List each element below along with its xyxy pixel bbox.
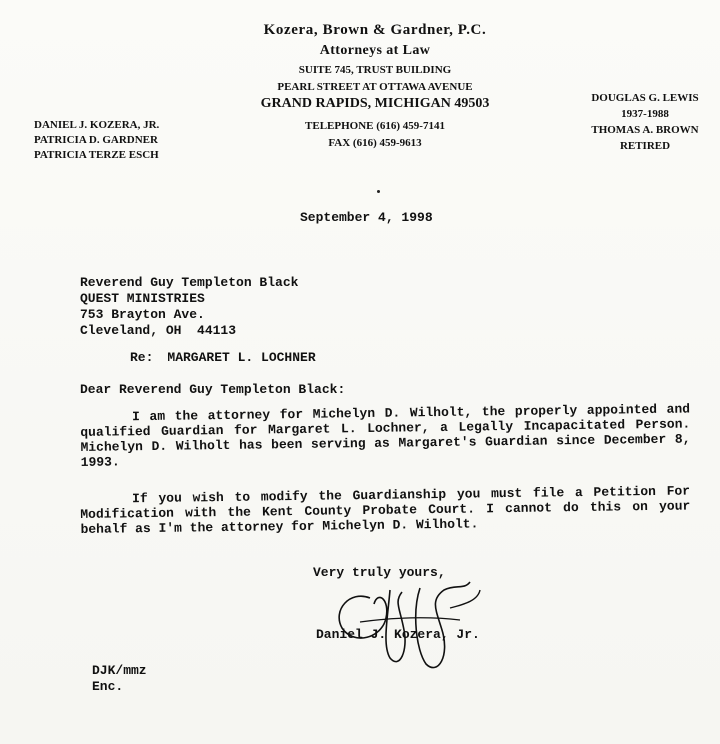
recipient-city: Cleveland, OH 44113 xyxy=(80,323,237,338)
address-line-3: GRAND RAPIDS, MICHIGAN 49503 xyxy=(260,96,490,111)
re-subject: MARGARET L. LOCHNER xyxy=(167,350,316,365)
firm-name: Kozera, Brown & Gardner, P.C. xyxy=(263,22,487,38)
partner-name: PATRICIA TERZE ESCH xyxy=(34,149,159,161)
former-partner-name: THOMAS A. BROWN xyxy=(591,124,699,136)
partner-name: DANIEL J. KOZERA, JR. xyxy=(34,119,160,131)
enclosure-note: Enc. xyxy=(92,679,124,694)
telephone: TELEPHONE (616) 459-7141 xyxy=(305,120,445,132)
former-partner-status: RETIRED xyxy=(619,140,671,152)
stray-mark xyxy=(377,190,380,193)
recipient-name: Reverend Guy Templeton Black xyxy=(80,275,299,290)
signer-name: Daniel J. Kozera, Jr. xyxy=(316,627,480,642)
letter-date: September 4, 1998 xyxy=(300,210,433,225)
former-partners xyxy=(580,90,710,154)
typist-initials: DJK/mmz xyxy=(92,663,147,678)
reference-initials xyxy=(92,663,147,695)
salutation: Dear Reverend Guy Templeton Black: xyxy=(80,382,346,397)
address-line-2: PEARL STREET AT OTTAWA AVENUE xyxy=(277,81,473,93)
body-paragraph-2: If you wish to modify the Guardianship you must file a Petition For Modification with the Kent County Probate Court. I cannot do this on your behalf as I'm the attorney for Michelyn D. Wilholt. xyxy=(80,483,691,537)
closing: Very truly yours, xyxy=(313,565,446,580)
recipient-organization: QUEST MINISTRIES xyxy=(80,291,205,306)
subject-line xyxy=(130,350,316,365)
former-partner-years: 1937-1988 xyxy=(621,108,669,120)
firm-subtitle: Attorneys at Law xyxy=(319,43,431,58)
recipient-address xyxy=(80,275,298,339)
handwritten-signature xyxy=(330,560,500,680)
partner-name: PATRICIA D. GARDNER xyxy=(34,134,158,146)
re-label: Re: xyxy=(130,350,154,365)
former-partner-name: DOUGLAS G. LEWIS xyxy=(591,92,699,104)
body-paragraph-1: I am the attorney for Michelyn D. Wilholt, the properly appointed and qualified Guardian for Margaret L. Lochner, a Legally Incapacitated Person. Michelyn D. Wilholt has been serving as Margaret's Guardian since December 8, 1993. xyxy=(80,401,691,470)
recipient-street: 753 Brayton Ave. xyxy=(80,307,205,322)
partners-list xyxy=(34,118,159,163)
address-line-1: SUITE 745, TRUST BUILDING xyxy=(298,64,452,76)
fax: FAX (616) 459-9613 xyxy=(328,137,422,149)
